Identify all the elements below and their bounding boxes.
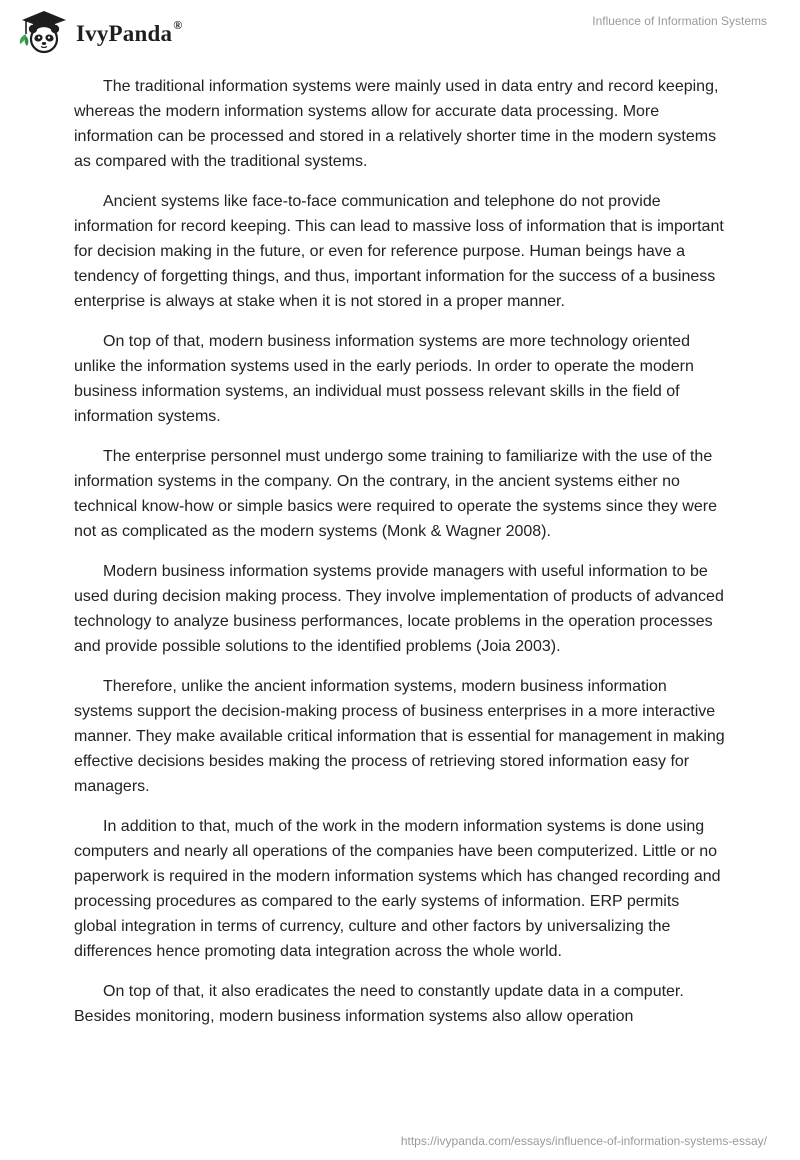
paragraph: On top of that, modern business information systems are more technology oriented unlike the information systems used in the early periods. In order to operate the modern business information systems, an individual must possess relevant skills in the field of information systems.: [74, 333, 694, 425]
paragraph: The enterprise personnel must undergo some training to familiarize with the use of the information systems in the company. On the contrary, in the ancient systems either no technical know-how or simple basics were required to operate the systems since they were not as complicated as the modern systems (Monk & Wagner 2008).: [74, 448, 717, 540]
paragraph: The traditional information systems were mainly used in data entry and record keeping, whereas the modern information systems allow for accurate data processing. More information can be processed and stored in a relatively shorter time in the modern systems as compared with the traditional systems.: [74, 78, 719, 170]
document-title: Influence of Information Systems: [592, 14, 767, 28]
essay-body: [74, 74, 726, 1044]
page-header: [0, 0, 800, 70]
panda-graduate-icon: [14, 8, 70, 56]
registered-mark: ®: [173, 18, 183, 33]
source-url[interactable]: https://ivypanda.com/essays/influence-of-information-systems-essay/: [400, 1134, 767, 1148]
paragraph: In addition to that, much of the work in the modern information systems is done using computers and nearly all operations of the companies have been computerized. Little or no paperwork is required in the modern information systems which has changed recording and processing procedures as compared to the early systems of information. ERP permits global integration in terms of currency, culture and other factors by universalizing the differences hence promoting data integration across the whole world.: [74, 818, 721, 960]
paragraph: On top of that, it also eradicates the need to constantly update data in a computer. Besides monitoring, modern business information systems also allow operation: [74, 983, 684, 1025]
ivypanda-logo[interactable]: [14, 8, 182, 56]
brand-name: IvyPanda®: [76, 18, 183, 46]
paragraph: Modern business information systems provide managers with useful information to be used during decision making process. They involve implementation of products of advanced technology to analyze business performances, locate problems in the operation processes and provide possible solutions to the identified problems (Joia 2003).: [74, 563, 724, 655]
paragraph: Ancient systems like face-to-face communication and telephone do not provide information for record keeping. This can lead to massive loss of information that is important for decision making in the future, or even for reference purpose. Human beings have a tendency of forgetting things, and thus, important information for the success of a business enterprise is always at stake when it is not stored in a proper manner.: [74, 193, 724, 310]
paragraph: Therefore, unlike the ancient information systems, modern business information systems support the decision-making process of business enterprises in a more interactive manner. They make available critical information that is essential for management in making effective decisions besides making the process of retrieving stored information easy for managers.: [74, 678, 725, 795]
